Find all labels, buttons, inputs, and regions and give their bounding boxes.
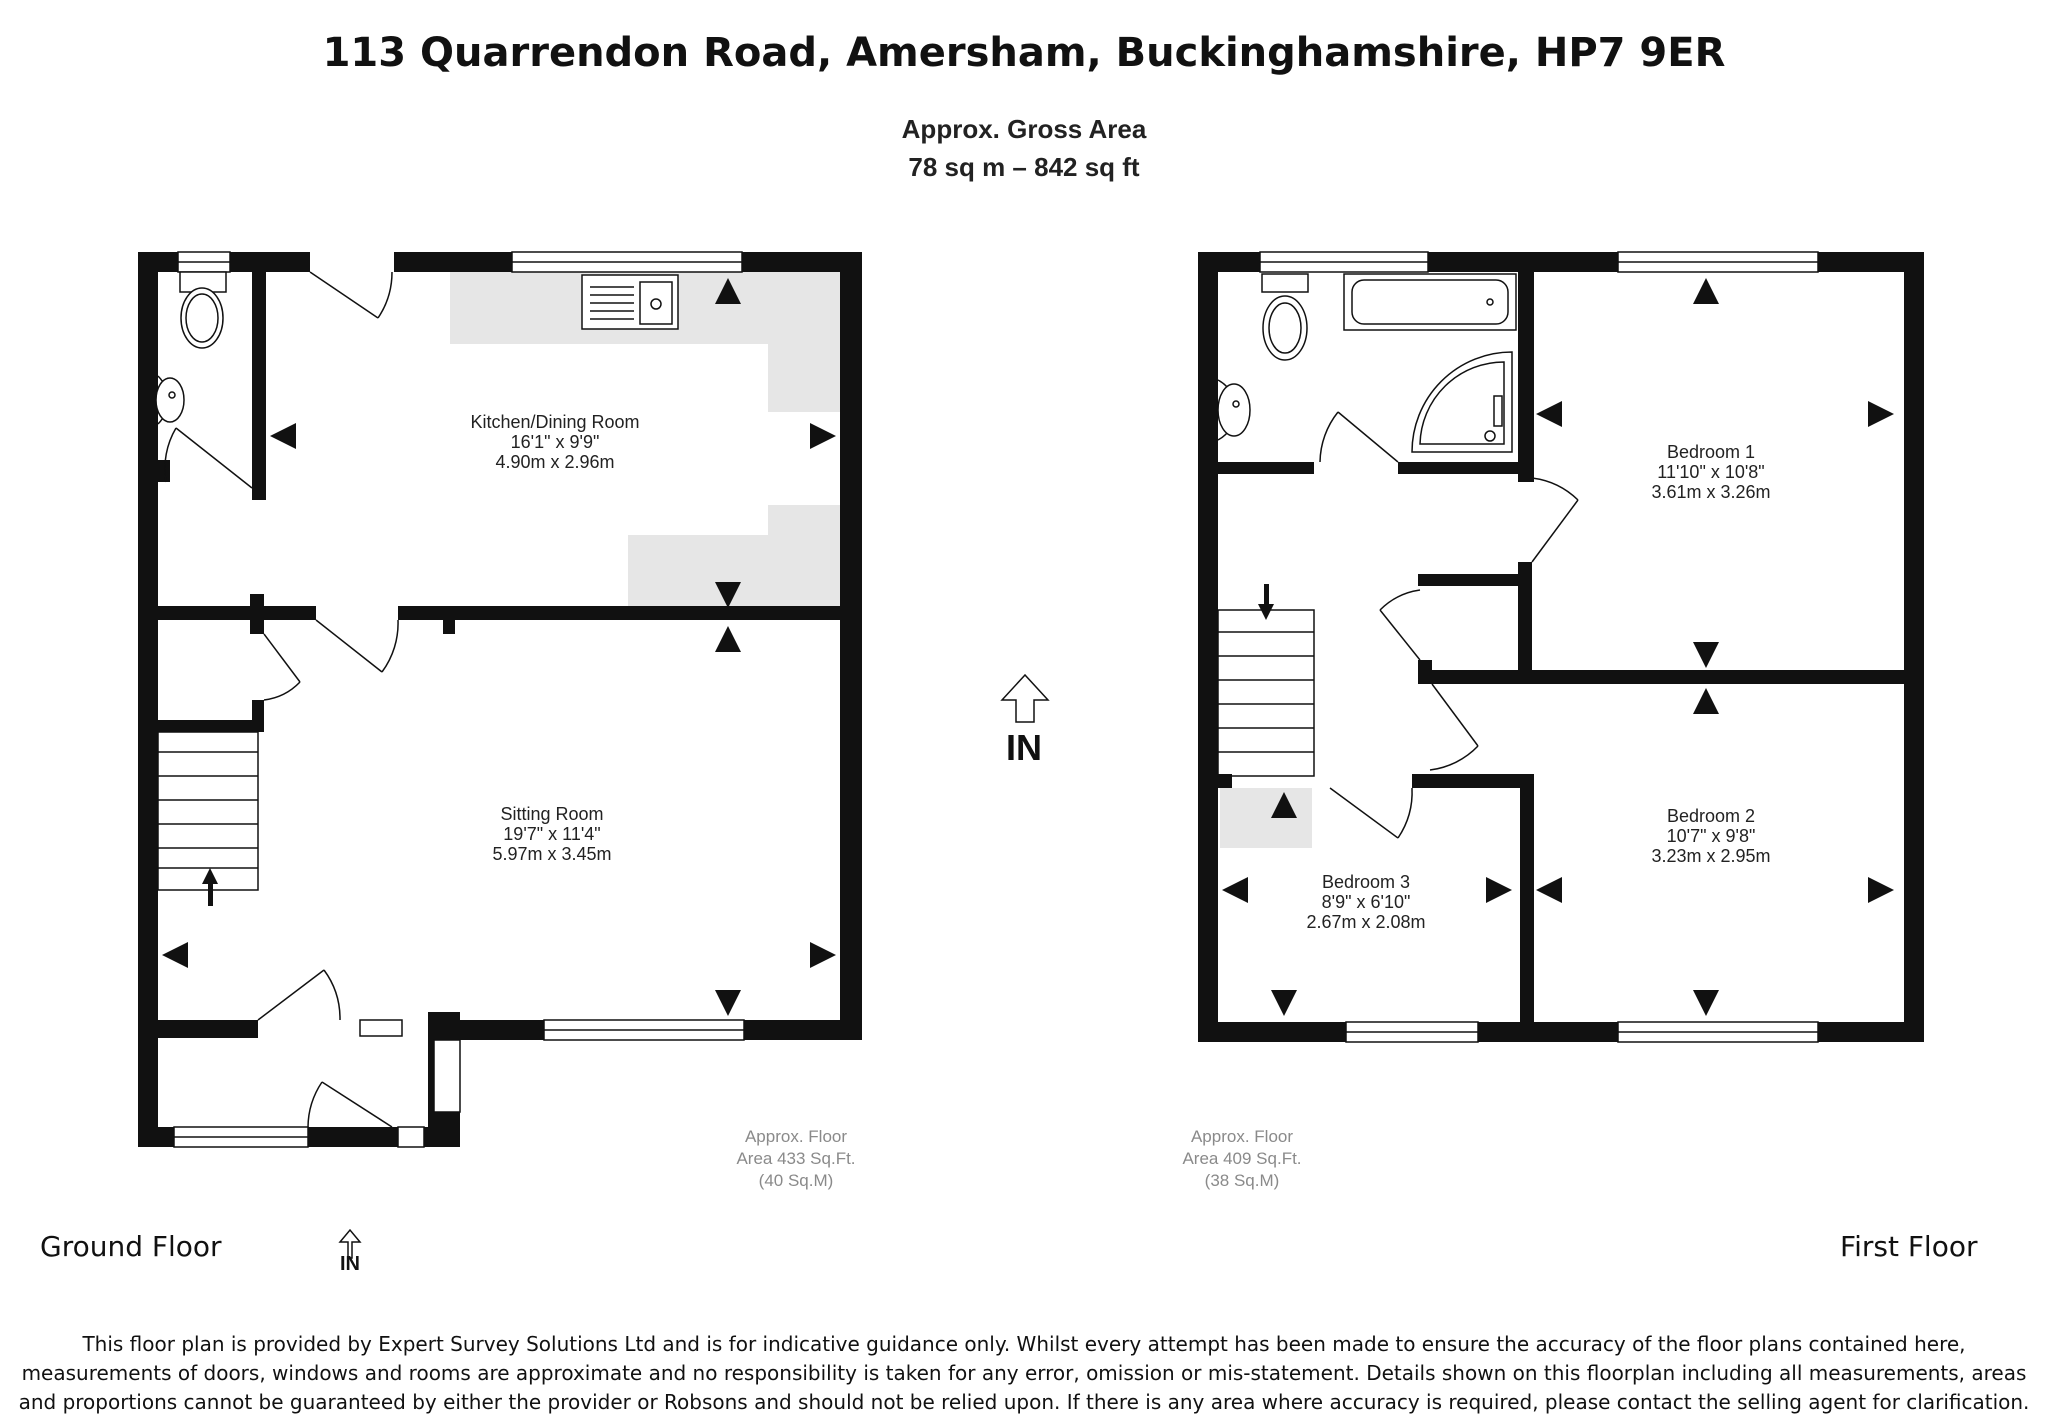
disclaimer-text: This floor plan is provided by Expert Survey Solutions Ltd and is for indicative guidance only. Whilst every attempt has been made to ensure the accuracy of the floor plans contained here, measurements of doors, windows and rooms are approximate and no responsibility is taken for any error, omission or mis-statement. Details shown on this floorplan including all measurements, areas and proportions cannot be guaranteed by either the provider or Robsons and should not be relied upon. If there is any area where accuracy is required, please contact the selling agent for clarification. <box>18 1332 2030 1414</box>
compass-label: IN <box>1006 727 1042 768</box>
room-imperial: 16'1" x 9'9" <box>510 432 600 452</box>
svg-text:(38 Sq.M): (38 Sq.M) <box>1204 1171 1280 1190</box>
toilet-icon <box>180 272 226 348</box>
gross-area-heading: Approx. Gross Area <box>901 114 1147 144</box>
room-imperial: 19'7" x 11'4" <box>503 824 601 844</box>
basin-icon <box>1218 380 1250 440</box>
toilet-icon <box>1262 274 1308 360</box>
first-floor-label: First Floor <box>1840 1230 1978 1263</box>
stairs-direction-icon <box>1258 584 1274 620</box>
basin-icon <box>156 376 184 424</box>
shower-icon <box>1412 352 1512 452</box>
room-label-sitting-room <box>492 804 611 864</box>
room-metric: 4.90m x 2.96m <box>495 452 615 472</box>
ground-interior-walls <box>138 272 862 1034</box>
ground-stairs <box>158 732 258 890</box>
gross-area-value: 78 sq m – 842 sq ft <box>908 152 1140 182</box>
ground-floor-plan <box>138 252 862 1275</box>
ground-exterior-walls <box>138 252 862 1147</box>
room-imperial: 8'9" x 6'10" <box>1321 892 1411 912</box>
room-metric: 5.97m x 3.45m <box>492 844 612 864</box>
room-label-bedroom-3 <box>1306 872 1425 932</box>
room-label-kitchen-dining <box>470 412 639 472</box>
svg-text:Approx. Floor: Approx. Floor <box>1190 1127 1294 1146</box>
room-name: Bedroom 2 <box>1666 806 1756 826</box>
sink-icon <box>582 275 678 329</box>
main-in-indicator <box>1002 675 1048 768</box>
entrance-label: IN <box>340 1253 360 1275</box>
room-label-bedroom-1 <box>1651 442 1770 502</box>
room-metric: 2.67m x 2.08m <box>1306 912 1426 932</box>
room-metric: 3.23m x 2.95m <box>1651 846 1771 866</box>
landing-unit <box>1220 788 1312 848</box>
first-floor-area <box>1182 1127 1301 1190</box>
svg-text:(40 Sq.M): (40 Sq.M) <box>758 1171 834 1190</box>
room-imperial: 10'7" x 9'8" <box>1666 826 1756 846</box>
first-stairs <box>1218 610 1314 776</box>
room-label-bedroom-2 <box>1651 806 1770 866</box>
ground-doors <box>165 272 398 1127</box>
room-name: Sitting Room <box>500 804 604 824</box>
room-name: Bedroom 3 <box>1321 872 1411 892</box>
first-floor-plan <box>1182 252 1924 1190</box>
room-name: Kitchen/Dining Room <box>470 412 640 432</box>
stairs-direction-icon <box>202 868 218 906</box>
svg-text:Area 433 Sq.Ft.: Area 433 Sq.Ft. <box>736 1149 856 1168</box>
bathtub-icon <box>1344 274 1516 330</box>
svg-text:Approx. Floor: Approx. Floor <box>744 1127 848 1146</box>
room-name: Bedroom 1 <box>1666 442 1756 462</box>
ground-floor-label: Ground Floor <box>40 1230 222 1263</box>
page-title: 113 Quarrendon Road, Amersham, Buckinghamshire, HP7 9ER <box>322 30 1726 76</box>
svg-text:Area 409 Sq.Ft.: Area 409 Sq.Ft. <box>1182 1149 1302 1168</box>
ground-floor-area <box>736 1127 855 1190</box>
room-metric: 3.61m x 3.26m <box>1651 482 1771 502</box>
room-imperial: 11'10" x 10'8" <box>1657 462 1765 482</box>
